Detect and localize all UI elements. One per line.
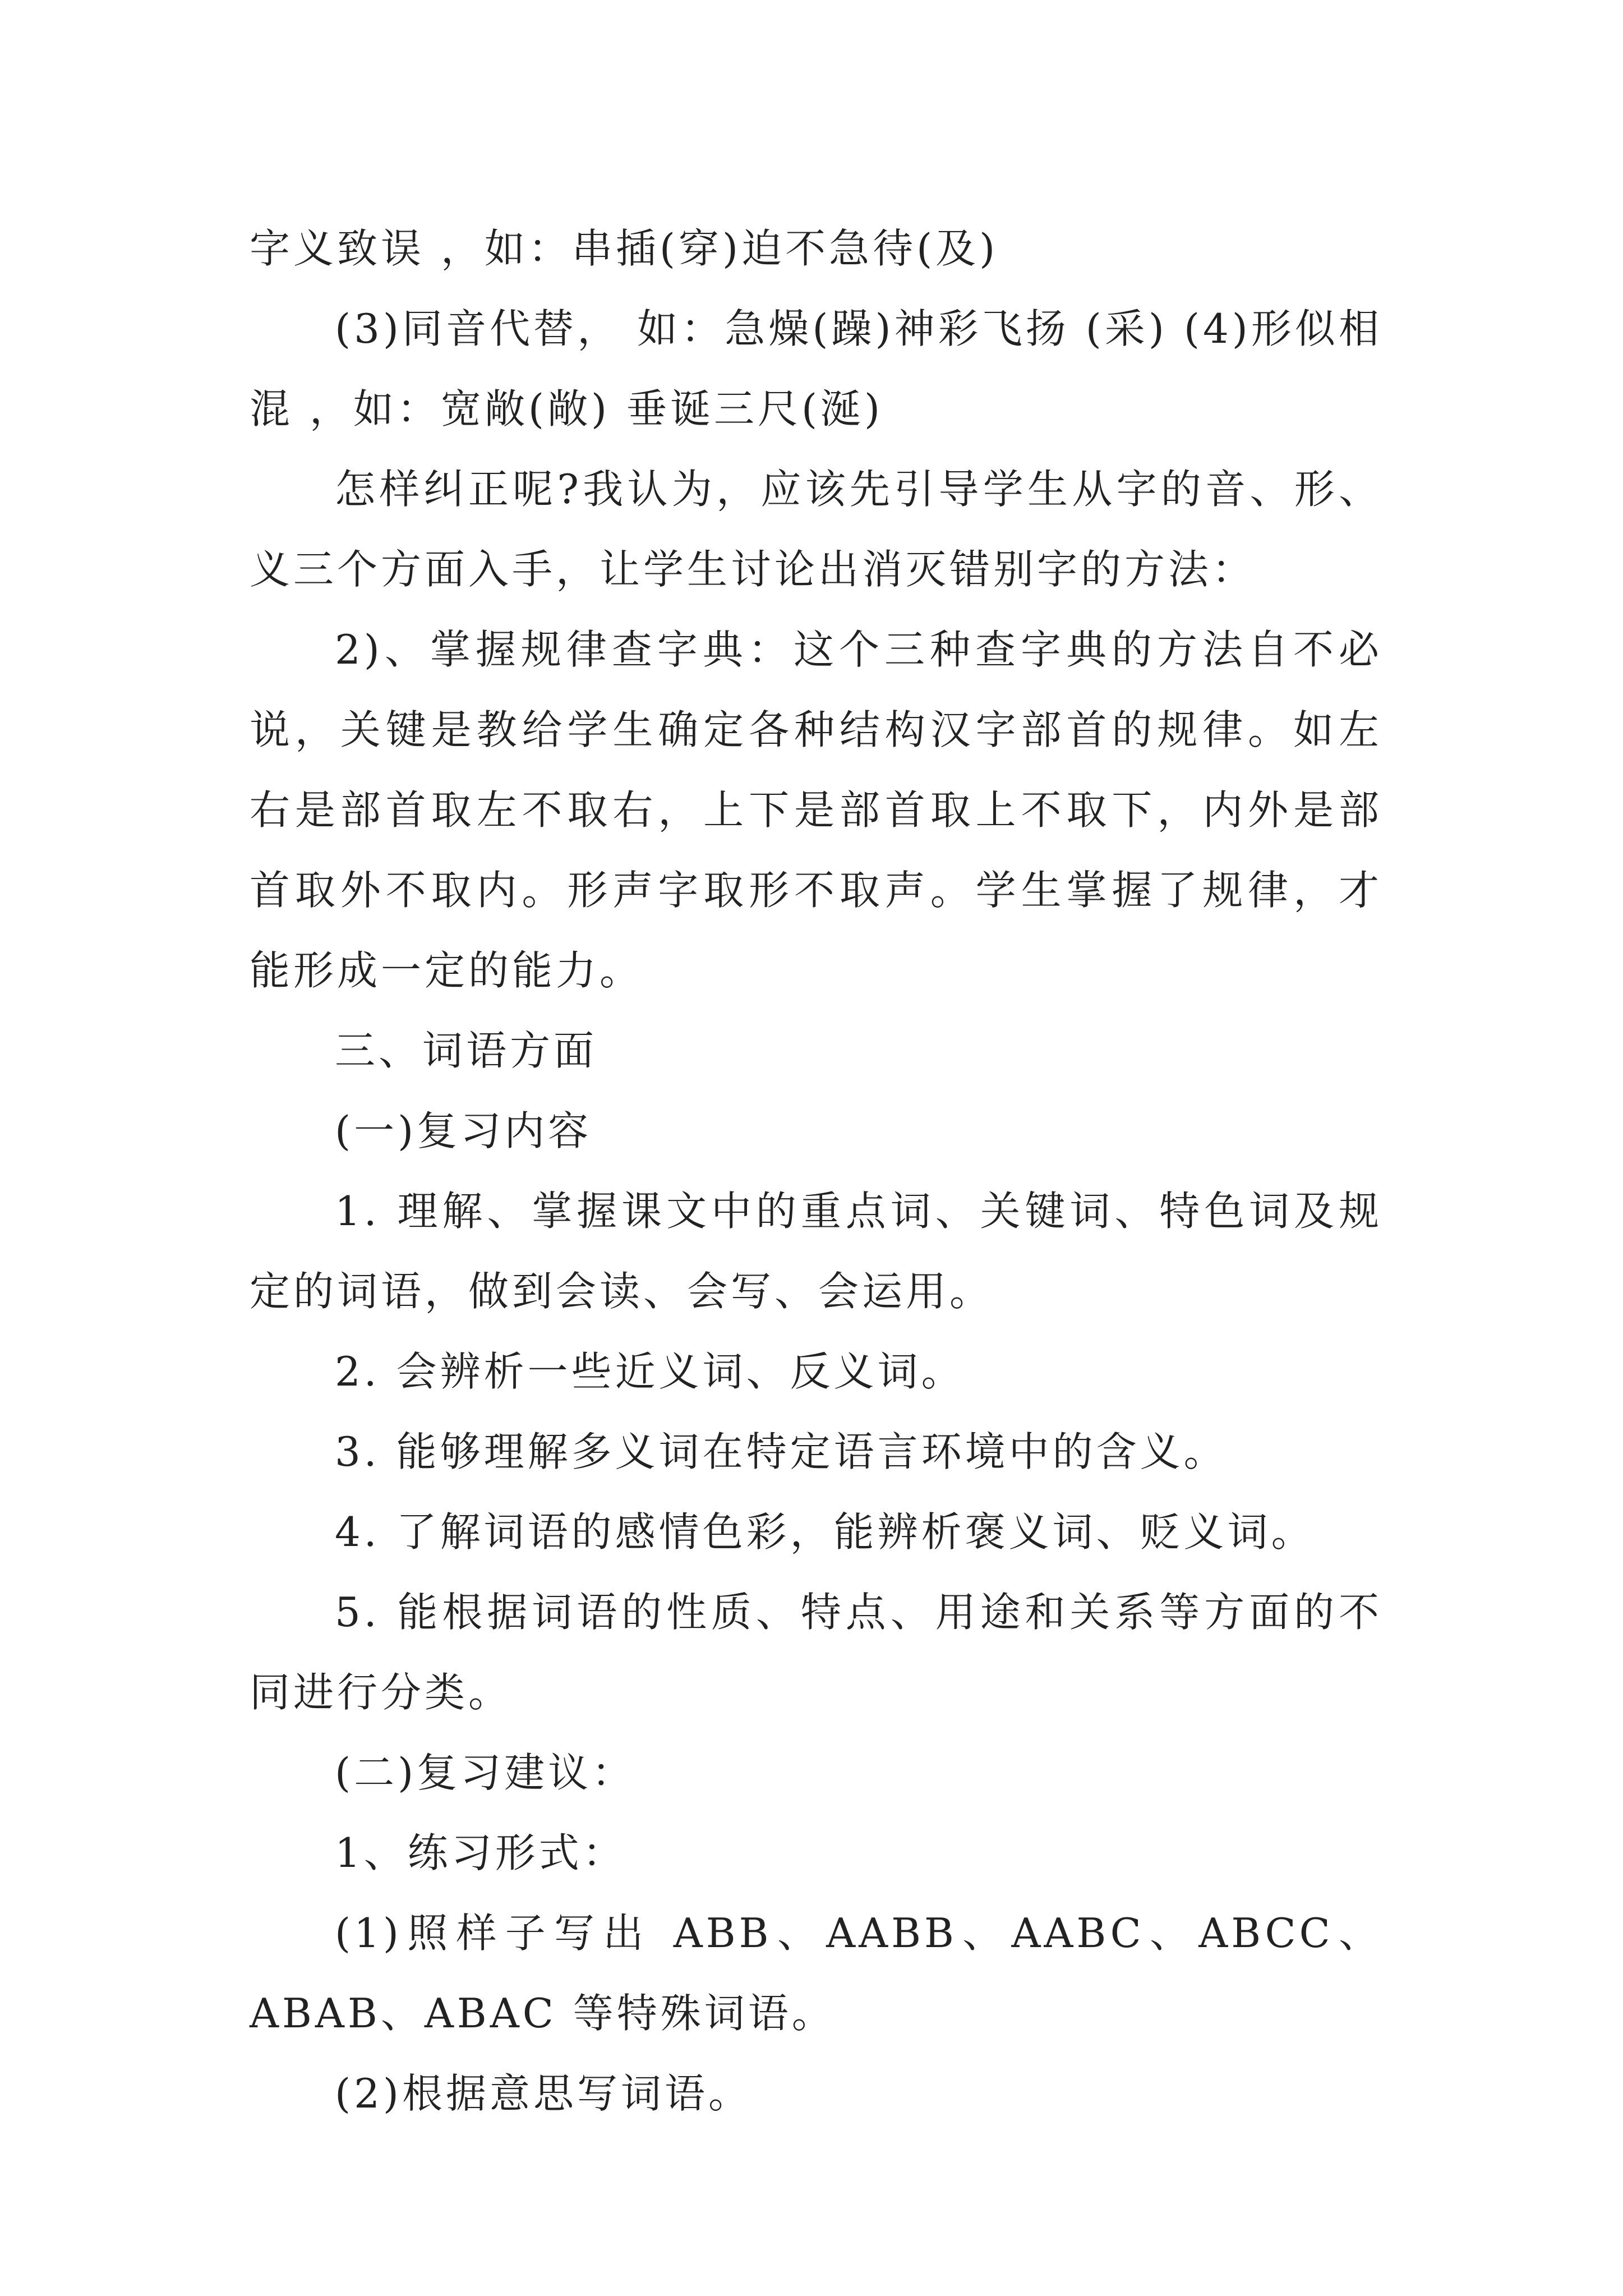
list-item: (2)根据意思写词语。 (335, 2070, 752, 2117)
list-item: 1. 理解、掌握课文中的重点词、关键词、特色词及规定的词语，做到会读、会写、会运用。 (250, 1188, 1382, 1315)
paragraph: 怎样纠正呢?我认为，应该先引导学生从字的音、形、义三个方面入手，让学生讨论出消灭错别字的方法： (250, 466, 1382, 593)
paragraph: 2)、掌握规律查字典：这个三种查字典的方法自不必说，关键是教给学生确定各种结构汉字部首的规律。如左右是部首取左不取右，上下是部首取上不取下，内外是部首取外不取内。形声字取形不取声。学生掌握了规律，才能形成一定的能力。 (250, 626, 1382, 994)
list-item: 1、练习形式： (335, 1829, 626, 1876)
list-item: (1)照样子写出 ABB、AABB、AABC、ABCC、ABAB、ABAC 等特殊词语。 (250, 1910, 1382, 2037)
subsection-heading: (二)复习建议： (335, 1749, 636, 1796)
subsection-heading: (一)复习内容 (335, 1107, 592, 1154)
list-item: 2. 会辨析一些近义词、反义词。 (335, 1348, 965, 1395)
list-item: 3. 能够理解多义词在特定语言环境中的含义。 (335, 1428, 1228, 1475)
list-item: 4. 了解词语的感情色彩，能辨析褒义词、贬义词。 (335, 1508, 1315, 1556)
paragraph: (3)同音代替， 如：急燥(躁)神彩飞扬 (采) (4)形似相混 ，如：宽敞(敞) 垂诞三尺(涎) (250, 305, 1382, 432)
paragraph: 字义致误 ，如：串插(穿)迫不急待(及) (250, 225, 999, 272)
list-item: 5. 能根据词语的性质、特点、用途和关系等方面的不同进行分类。 (250, 1589, 1382, 1716)
section-heading: 三、词语方面 (335, 1027, 598, 1074)
document-body (250, 209, 1382, 2134)
